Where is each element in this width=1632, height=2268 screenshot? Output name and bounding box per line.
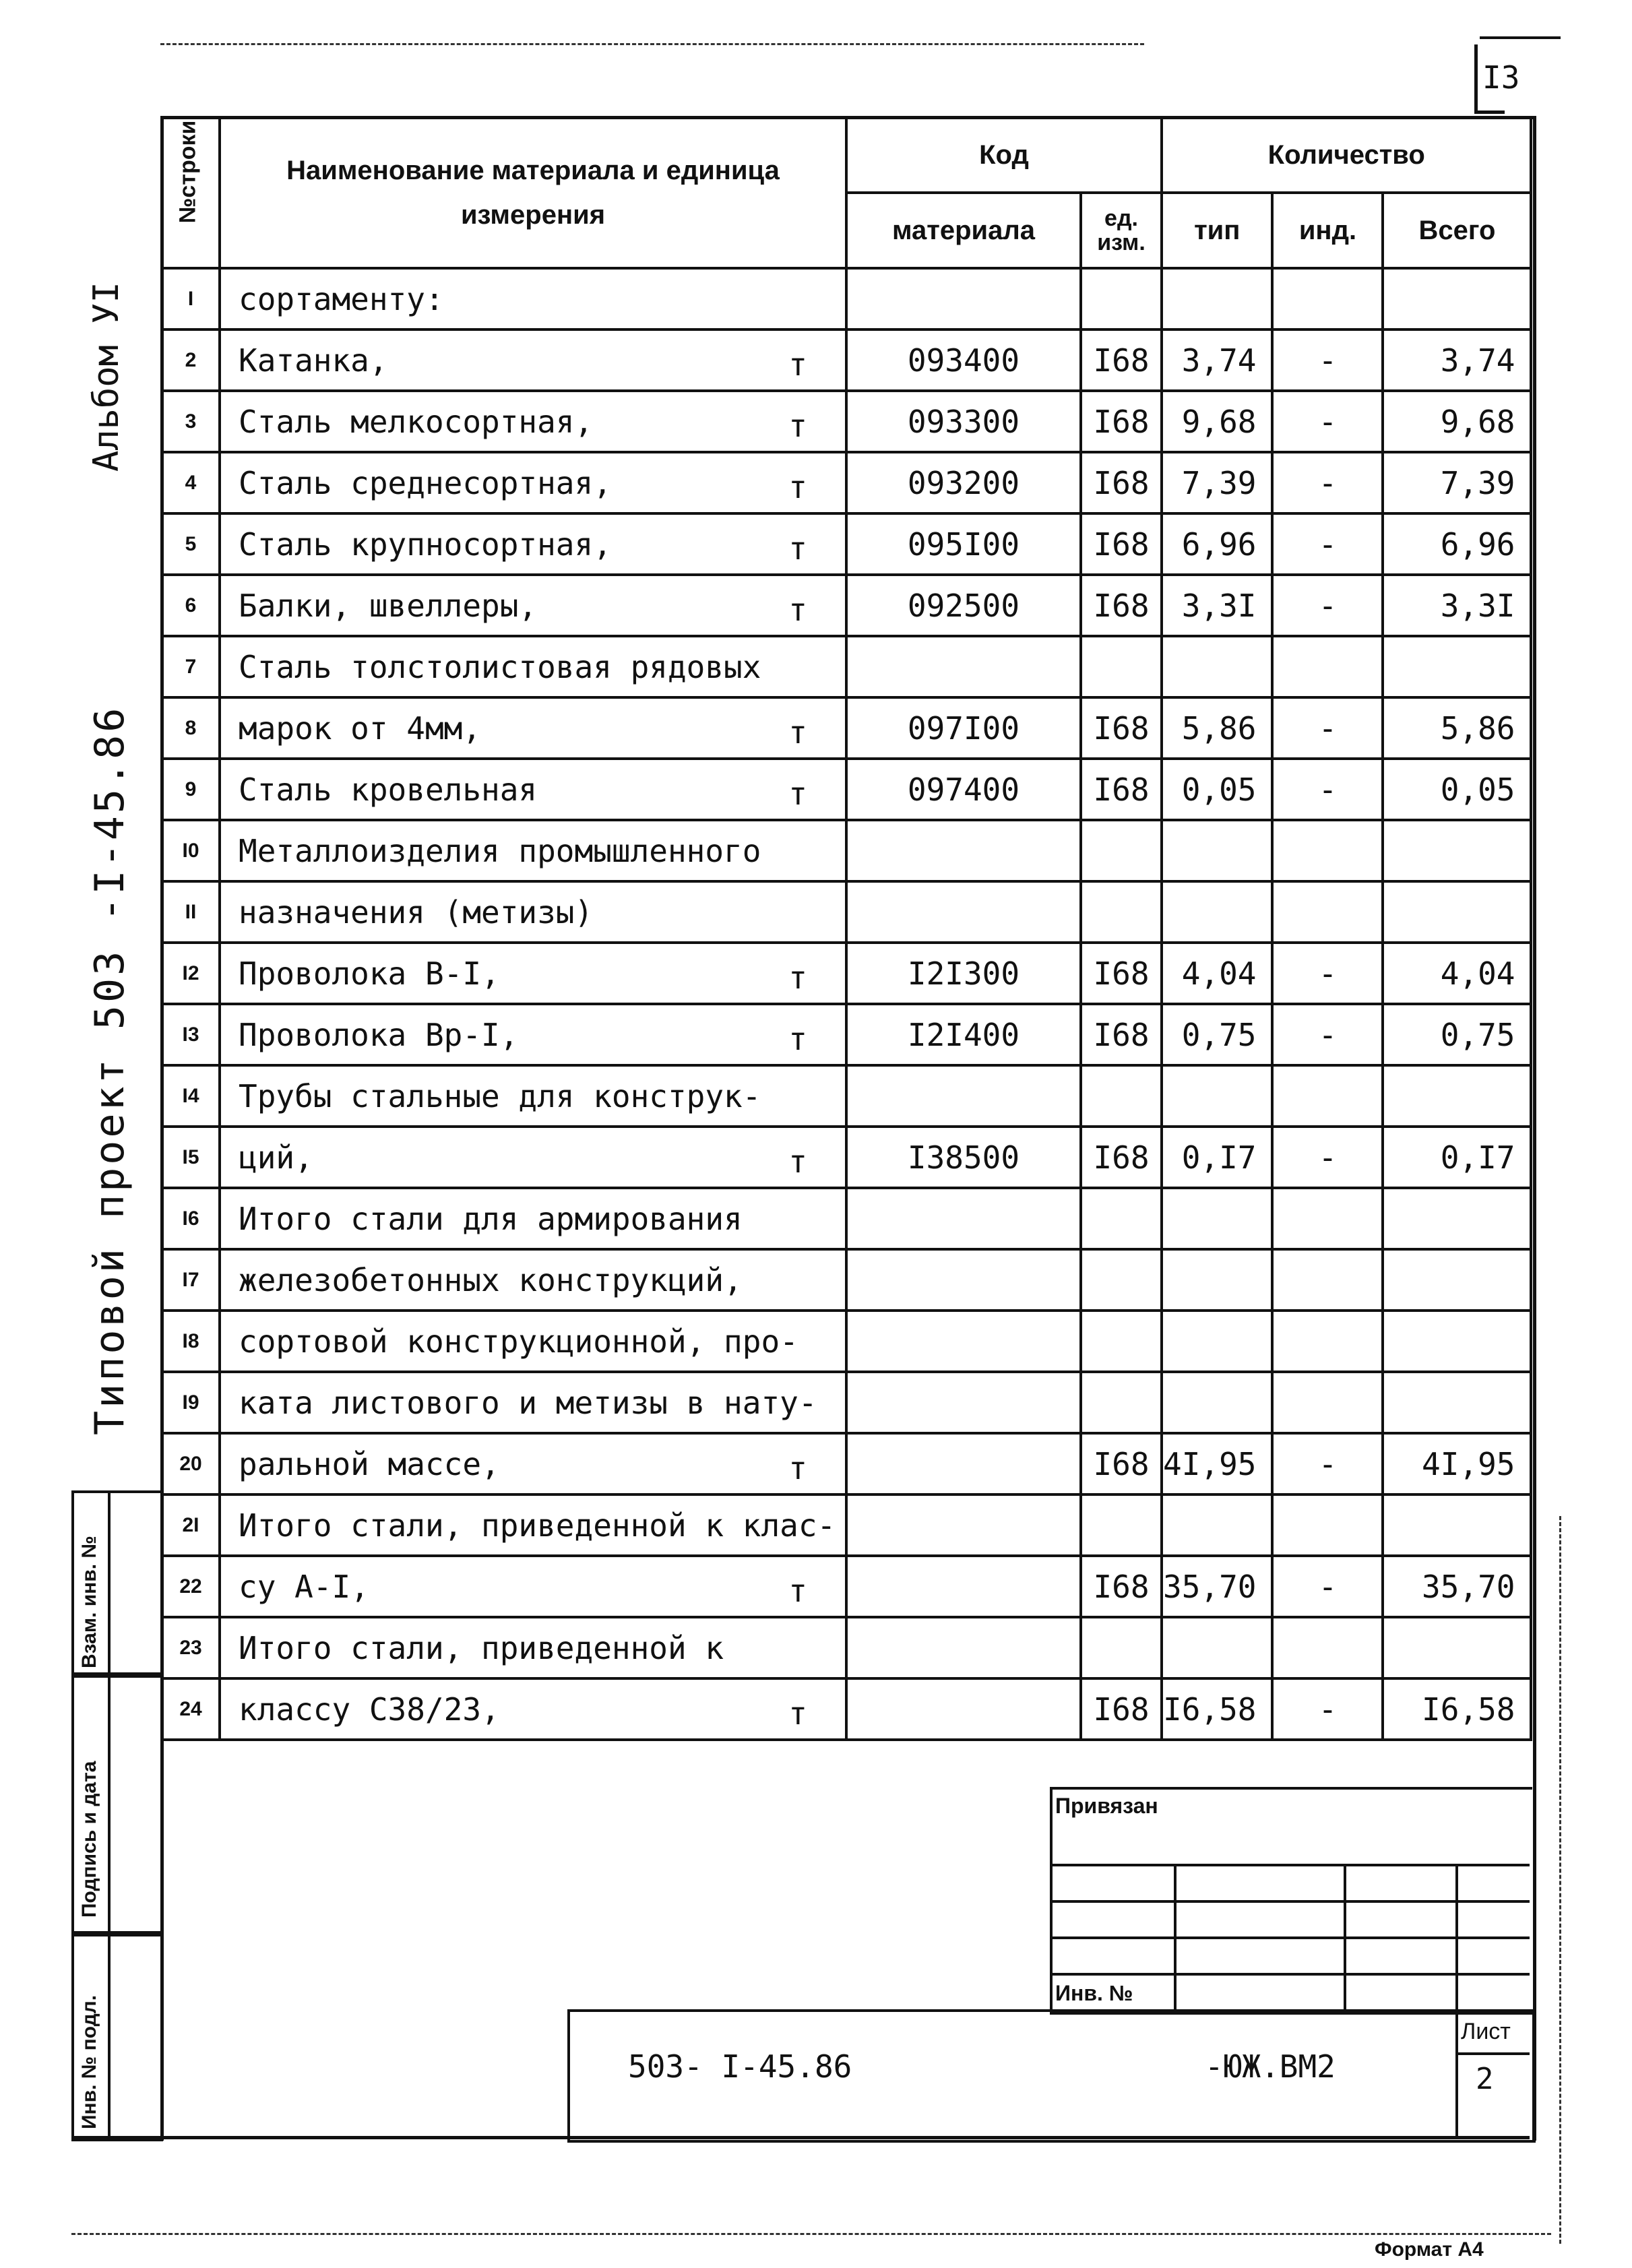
material-name-text: Металлоизделия промышленного xyxy=(239,832,761,869)
list-label: Лист xyxy=(1461,2019,1511,2044)
table-row xyxy=(162,268,1531,329)
stamp-vzam-label: Взам. инв. № xyxy=(78,1536,100,1668)
qty-total xyxy=(1383,1188,1531,1249)
material-name-text: марок от 4мм, xyxy=(239,710,482,747)
material-name-text: ката листового и метизы в нату- xyxy=(239,1384,817,1421)
material-name xyxy=(220,1188,846,1249)
qty-ind xyxy=(1272,1188,1383,1249)
table-row xyxy=(162,1372,1531,1433)
material-name xyxy=(220,697,846,759)
row-number: 22 xyxy=(162,1556,220,1617)
qty-total xyxy=(1383,1617,1531,1678)
qty-total: 7,39 xyxy=(1383,452,1531,513)
row-number: 7 xyxy=(162,636,220,697)
material-name xyxy=(220,575,846,636)
qty-total: 6,96 xyxy=(1383,513,1531,575)
material-name xyxy=(220,391,846,452)
table-row xyxy=(162,1494,1531,1556)
row-number: 2I xyxy=(162,1494,220,1556)
row-number: I7 xyxy=(162,1249,220,1311)
material-code xyxy=(846,1556,1081,1617)
unit-code xyxy=(1081,1249,1162,1311)
table-row xyxy=(162,1065,1531,1127)
measure-unit: т xyxy=(788,959,807,996)
unit-code xyxy=(1081,1372,1162,1433)
unit-code: I68 xyxy=(1081,329,1162,391)
material-name xyxy=(220,1372,846,1433)
table-row xyxy=(162,759,1531,820)
material-name xyxy=(220,329,846,391)
unit-code xyxy=(1081,1311,1162,1372)
material-code xyxy=(846,1678,1081,1740)
table-row xyxy=(162,1249,1531,1311)
material-name-text: Проволока В-I, xyxy=(239,955,500,992)
material-name xyxy=(220,1494,846,1556)
qty-type: 0,05 xyxy=(1162,759,1272,820)
qty-type: 9,68 xyxy=(1162,391,1272,452)
row-number: I3 xyxy=(162,1004,220,1065)
privyazan-vline-3 xyxy=(1455,1864,1458,2009)
hdr-code-group: Код xyxy=(846,117,1162,193)
qty-type: 0,I7 xyxy=(1162,1127,1272,1188)
stamp-inv-label: Инв. № подл. xyxy=(78,1994,100,2129)
material-name-text: классу С38/23, xyxy=(239,1691,500,1728)
unit-code xyxy=(1081,881,1162,943)
material-code xyxy=(846,1249,1081,1311)
measure-unit: т xyxy=(788,1450,807,1486)
qty-ind xyxy=(1272,636,1383,697)
qty-total: 3,74 xyxy=(1383,329,1531,391)
bottom-frame-line xyxy=(71,2136,1530,2139)
measure-unit: т xyxy=(788,1021,807,1057)
hdr-row-no: №строки xyxy=(162,117,220,268)
qty-type xyxy=(1162,820,1272,881)
measure-unit: т xyxy=(788,714,807,751)
row-number: I8 xyxy=(162,1311,220,1372)
qty-type xyxy=(1162,881,1272,943)
row-number: 2 xyxy=(162,329,220,391)
qty-total xyxy=(1383,1249,1531,1311)
qty-type xyxy=(1162,1188,1272,1249)
material-name-text: Сталь среднесортная, xyxy=(239,464,612,501)
material-code xyxy=(846,1311,1081,1372)
qty-ind xyxy=(1272,1372,1383,1433)
material-name xyxy=(220,268,846,329)
material-code: 097I00 xyxy=(846,697,1081,759)
hdr-qty-type: тип xyxy=(1162,193,1272,268)
qty-ind: - xyxy=(1272,759,1383,820)
material-code: 093200 xyxy=(846,452,1081,513)
material-code: 092500 xyxy=(846,575,1081,636)
table-row xyxy=(162,820,1531,881)
doc-code-left: 503- I-45.86 xyxy=(628,2048,852,2085)
qty-total: 3,3I xyxy=(1383,575,1531,636)
material-name xyxy=(220,943,846,1004)
privyazan-vline-2 xyxy=(1344,1864,1346,2009)
qty-ind: - xyxy=(1272,391,1383,452)
material-code: 095I00 xyxy=(846,513,1081,575)
unit-code xyxy=(1081,636,1162,697)
unit-code: I68 xyxy=(1081,697,1162,759)
table-row xyxy=(162,452,1531,513)
hdr-code-unit: ед. изм. xyxy=(1081,193,1162,268)
spec-table xyxy=(160,116,1532,1741)
doc-code-right: -ЮЖ.ВМ2 xyxy=(1205,2048,1336,2085)
row-number: I0 xyxy=(162,820,220,881)
qty-type: 0,75 xyxy=(1162,1004,1272,1065)
row-number: I5 xyxy=(162,1127,220,1188)
qty-type xyxy=(1162,1311,1272,1372)
row-number: 20 xyxy=(162,1433,220,1494)
material-name-text: Катанка, xyxy=(239,342,388,379)
material-name-text: су А-I, xyxy=(239,1568,369,1605)
material-name xyxy=(220,1556,846,1617)
material-code: I2I400 xyxy=(846,1004,1081,1065)
list-value: 2 xyxy=(1476,2062,1494,2096)
qty-type: 3,3I xyxy=(1162,575,1272,636)
unit-code xyxy=(1081,820,1162,881)
qty-type: 5,86 xyxy=(1162,697,1272,759)
qty-ind xyxy=(1272,1311,1383,1372)
right-dashed-margin xyxy=(1559,1516,1561,2244)
stamp-inv xyxy=(71,1931,163,2141)
hdr-name: Наименование материала и единица измерения xyxy=(220,117,846,268)
measure-unit: т xyxy=(788,1573,807,1609)
hdr-qty-ind: инд. xyxy=(1272,193,1383,268)
table-row xyxy=(162,1678,1531,1740)
qty-type xyxy=(1162,1065,1272,1127)
measure-unit: т xyxy=(788,408,807,444)
row-number: I xyxy=(162,268,220,329)
material-name-text: Сталь мелкосортная, xyxy=(239,403,594,440)
inv-no-label: Инв. № xyxy=(1055,1981,1133,2005)
row-number: 8 xyxy=(162,697,220,759)
row-number: 4 xyxy=(162,452,220,513)
qty-ind: - xyxy=(1272,1004,1383,1065)
row-number: 23 xyxy=(162,1617,220,1678)
qty-type: 7,39 xyxy=(1162,452,1272,513)
row-number: II xyxy=(162,881,220,943)
qty-type xyxy=(1162,1249,1272,1311)
material-name-text: сортаменту: xyxy=(239,280,444,317)
table-row xyxy=(162,1556,1531,1617)
material-name-text: железобетонных конструкций, xyxy=(239,1261,743,1298)
material-code xyxy=(846,636,1081,697)
material-code: 093300 xyxy=(846,391,1081,452)
material-code xyxy=(846,1433,1081,1494)
material-name xyxy=(220,513,846,575)
material-name-text: Сталь кровельная xyxy=(239,771,538,808)
spec-body xyxy=(162,268,1531,1740)
qty-type xyxy=(1162,268,1272,329)
qty-ind xyxy=(1272,268,1383,329)
qty-ind xyxy=(1272,881,1383,943)
sheet-number: I3 xyxy=(1482,59,1520,96)
row-number: 3 xyxy=(162,391,220,452)
table-row xyxy=(162,575,1531,636)
unit-code xyxy=(1081,1188,1162,1249)
material-code xyxy=(846,1372,1081,1433)
stamp-podpis-label: Подпись и дата xyxy=(78,1761,100,1918)
material-code xyxy=(846,1617,1081,1678)
material-name-text: Сталь толстолистовая рядовых xyxy=(239,648,761,685)
qty-total: 0,75 xyxy=(1383,1004,1531,1065)
hdr-qty-total: Всего xyxy=(1383,193,1531,268)
privyazan-vline-1 xyxy=(1174,1864,1176,2009)
unit-code: I68 xyxy=(1081,1556,1162,1617)
table-row xyxy=(162,881,1531,943)
qty-ind xyxy=(1272,1494,1383,1556)
material-code: 097400 xyxy=(846,759,1081,820)
material-name-text: Итого стали, приведенной к xyxy=(239,1629,724,1666)
material-name-text: Трубы стальные для конструк- xyxy=(239,1077,761,1114)
qty-ind: - xyxy=(1272,513,1383,575)
measure-unit: т xyxy=(788,1143,807,1180)
material-name xyxy=(220,1249,846,1311)
qty-total xyxy=(1383,820,1531,881)
table-row xyxy=(162,1188,1531,1249)
material-name xyxy=(220,1433,846,1494)
material-code xyxy=(846,881,1081,943)
qty-type: 6,96 xyxy=(1162,513,1272,575)
qty-ind: - xyxy=(1272,575,1383,636)
material-name-text: ций, xyxy=(239,1139,313,1176)
qty-ind: - xyxy=(1272,1127,1383,1188)
format-label: Формат А4 xyxy=(1375,2238,1484,2261)
qty-ind: - xyxy=(1272,452,1383,513)
material-code: 093400 xyxy=(846,329,1081,391)
qty-total: 35,70 xyxy=(1383,1556,1531,1617)
qty-total: 4,04 xyxy=(1383,943,1531,1004)
qty-ind: - xyxy=(1272,329,1383,391)
unit-code xyxy=(1081,1065,1162,1127)
unit-code: I68 xyxy=(1081,1127,1162,1188)
table-row xyxy=(162,636,1531,697)
qty-type: 4,04 xyxy=(1162,943,1272,1004)
unit-code: I68 xyxy=(1081,759,1162,820)
privyazan-label: Привязан xyxy=(1055,1794,1158,1818)
material-code xyxy=(846,1188,1081,1249)
qty-total xyxy=(1383,1311,1531,1372)
qty-total: 0,05 xyxy=(1383,759,1531,820)
row-number: I6 xyxy=(162,1188,220,1249)
qty-total: 5,86 xyxy=(1383,697,1531,759)
qty-ind: - xyxy=(1272,1556,1383,1617)
material-name xyxy=(220,1004,846,1065)
unit-code xyxy=(1081,1494,1162,1556)
material-name-text: Итого стали, приведенной к клас- xyxy=(239,1507,836,1544)
row-number: I4 xyxy=(162,1065,220,1127)
material-name xyxy=(220,820,846,881)
qty-ind xyxy=(1272,1065,1383,1127)
table-row xyxy=(162,391,1531,452)
qty-total: 9,68 xyxy=(1383,391,1531,452)
qty-total: 0,I7 xyxy=(1383,1127,1531,1188)
qty-type xyxy=(1162,1494,1272,1556)
material-code xyxy=(846,268,1081,329)
table-row xyxy=(162,513,1531,575)
row-number: I2 xyxy=(162,943,220,1004)
qty-type: 35,70 xyxy=(1162,1556,1272,1617)
qty-ind xyxy=(1272,820,1383,881)
hdr-qty-group: Количество xyxy=(1162,117,1531,193)
stamp-vzam xyxy=(71,1490,163,1678)
material-name-text: сортовой конструкционной, про- xyxy=(239,1323,798,1360)
unit-code xyxy=(1081,268,1162,329)
row-number: I9 xyxy=(162,1372,220,1433)
material-name xyxy=(220,636,846,697)
qty-total: 4I,95 xyxy=(1383,1433,1531,1494)
qty-total xyxy=(1383,1372,1531,1433)
table-row xyxy=(162,1617,1531,1678)
qty-ind: - xyxy=(1272,1678,1383,1740)
material-name xyxy=(220,1127,846,1188)
qty-total xyxy=(1383,1065,1531,1127)
row-number: 6 xyxy=(162,575,220,636)
material-code xyxy=(846,1494,1081,1556)
qty-type xyxy=(1162,1617,1272,1678)
qty-total xyxy=(1383,1494,1531,1556)
qty-type: 4I,95 xyxy=(1162,1433,1272,1494)
project-label: Типовой проект 503 -I-45.86 xyxy=(86,705,133,1435)
material-name xyxy=(220,1617,846,1678)
material-name xyxy=(220,452,846,513)
unit-code: I68 xyxy=(1081,452,1162,513)
measure-unit: т xyxy=(788,469,807,505)
measure-unit: т xyxy=(788,776,807,812)
table-row xyxy=(162,1311,1531,1372)
qty-total xyxy=(1383,881,1531,943)
measure-unit: т xyxy=(788,346,807,383)
qty-type xyxy=(1162,636,1272,697)
top-dashed-line xyxy=(160,43,1144,45)
unit-code: I68 xyxy=(1081,1678,1162,1740)
material-name xyxy=(220,1678,846,1740)
unit-code xyxy=(1081,1617,1162,1678)
material-name xyxy=(220,881,846,943)
measure-unit: т xyxy=(788,1695,807,1732)
qty-ind: - xyxy=(1272,1433,1383,1494)
material-code: I2I300 xyxy=(846,943,1081,1004)
table-row xyxy=(162,943,1531,1004)
hdr-code-material: материала xyxy=(846,193,1081,268)
material-name-text: Итого стали для армирования xyxy=(239,1200,743,1237)
qty-ind: - xyxy=(1272,697,1383,759)
measure-unit: т xyxy=(788,592,807,628)
qty-total: I6,58 xyxy=(1383,1678,1531,1740)
qty-ind xyxy=(1272,1249,1383,1311)
measure-unit: т xyxy=(788,530,807,567)
row-number: 9 xyxy=(162,759,220,820)
qty-ind: - xyxy=(1272,943,1383,1004)
table-row xyxy=(162,329,1531,391)
unit-code: I68 xyxy=(1081,943,1162,1004)
unit-code: I68 xyxy=(1081,513,1162,575)
qty-total xyxy=(1383,268,1531,329)
material-code: I38500 xyxy=(846,1127,1081,1188)
table-row xyxy=(162,1127,1531,1188)
stamp-podpis xyxy=(71,1672,163,1936)
row-number: 5 xyxy=(162,513,220,575)
table-row xyxy=(162,1433,1531,1494)
unit-code: I68 xyxy=(1081,1004,1162,1065)
material-name-text: Сталь крупносортная, xyxy=(239,526,612,563)
row-number: 24 xyxy=(162,1678,220,1740)
qty-type: 3,74 xyxy=(1162,329,1272,391)
material-name-text: ральной массе, xyxy=(239,1445,500,1482)
material-name-text: Проволока Вр-I, xyxy=(239,1016,519,1053)
qty-ind xyxy=(1272,1617,1383,1678)
unit-code: I68 xyxy=(1081,575,1162,636)
unit-code: I68 xyxy=(1081,1433,1162,1494)
material-name-text: Балки, швеллеры, xyxy=(239,587,538,624)
bottom-dashed-line xyxy=(71,2233,1551,2235)
unit-code: I68 xyxy=(1081,391,1162,452)
list-divider xyxy=(1455,2052,1530,2055)
material-name xyxy=(220,759,846,820)
table-row xyxy=(162,1004,1531,1065)
material-name xyxy=(220,1065,846,1127)
material-name xyxy=(220,1311,846,1372)
material-code xyxy=(846,1065,1081,1127)
qty-type xyxy=(1162,1372,1272,1433)
qty-type: I6,58 xyxy=(1162,1678,1272,1740)
table-row xyxy=(162,697,1531,759)
material-code xyxy=(846,820,1081,881)
album-label: Альбом УI xyxy=(86,282,127,472)
corner-top-line xyxy=(1480,36,1561,39)
material-name-text: назначения (метизы) xyxy=(239,893,594,931)
qty-total xyxy=(1383,636,1531,697)
